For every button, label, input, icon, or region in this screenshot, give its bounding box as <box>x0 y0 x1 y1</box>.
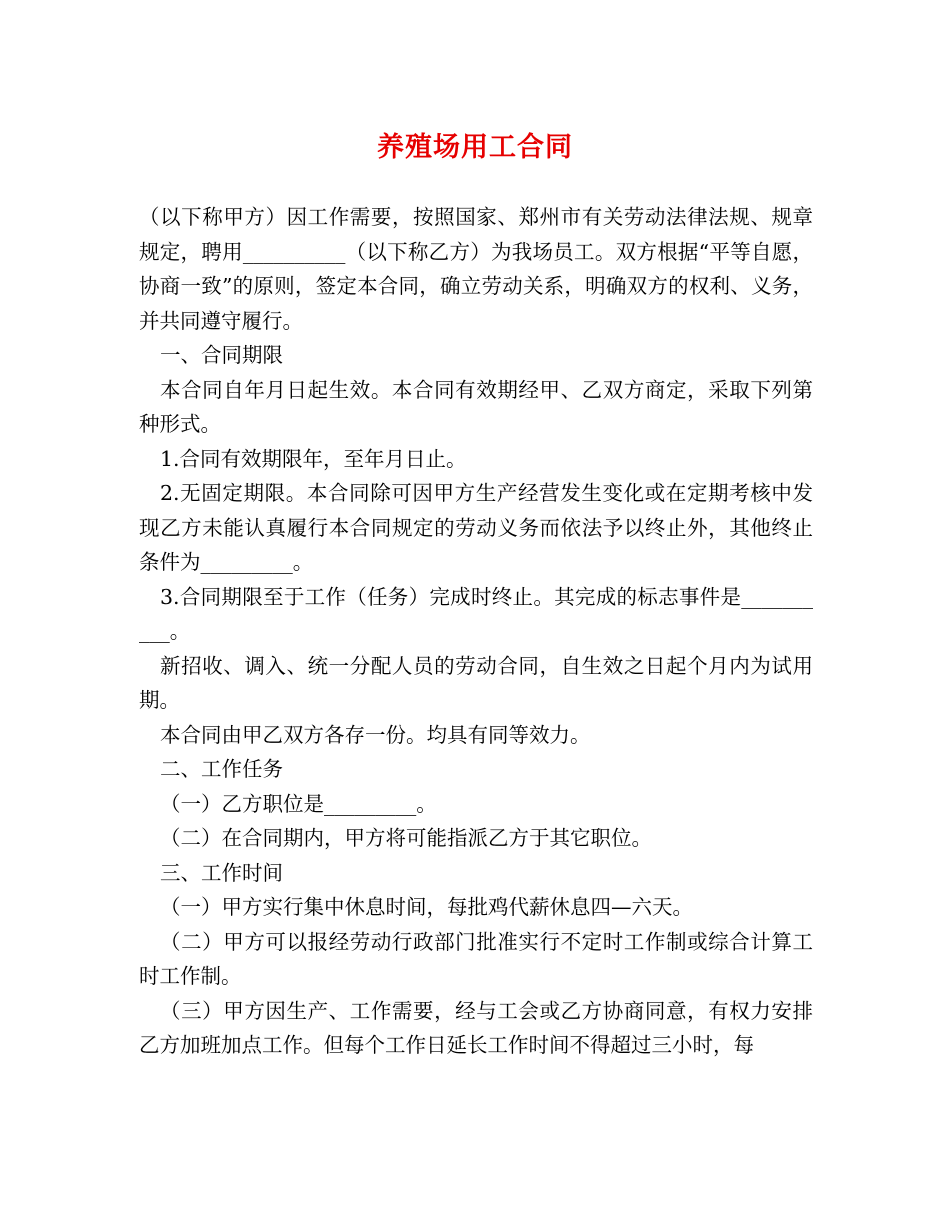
section-heading-contract-term: 一、合同期限 <box>160 343 283 367</box>
section-heading-work-hours: 三、工作时间 <box>160 860 283 885</box>
paragraph-probation: 新招收、调入、统一分配人员的劳动合同，自生效之日起个月内为试用期。 <box>139 653 813 712</box>
document-title: 养殖场用工合同 <box>377 132 573 163</box>
paragraph-term-option-1: 1.合同有效期限年，至年月日止。 <box>160 446 467 471</box>
paragraph-rest-time: （一）甲方实行集中休息时间，每批鸡代薪休息四—六天。 <box>160 895 693 919</box>
intro-paragraph: （以下称甲方）因工作需要，按照国家、郑州市有关劳动法律法规、规章规定，聘用__________（以下称乙方）为我场员工。双方根据“平等自愿，协商一致”的原则，签定本合同，确立劳动关系，明确双方的权利、义务，并共同遵守履行。 <box>139 205 813 333</box>
paragraph-position: （一）乙方职位是_________。 <box>160 791 437 816</box>
paragraph-contract-effective: 本合同自年月日起生效。本合同有效期经甲、乙双方商定，采取下列第种形式。 <box>139 377 813 436</box>
paragraph-overtime: （三）甲方因生产、工作需要，经与工会或乙方协商同意，有权力安排乙方加班加点工作。但每个工作日延长工作时间不得超过三小时，每 <box>139 998 813 1057</box>
paragraph-term-option-3: 3.合同期限至于工作（任务）完成时终止。其完成的标志事件是__________。 <box>139 584 813 643</box>
document-body <box>139 200 813 1063</box>
section-heading-work-tasks: 二、工作任务 <box>160 757 283 781</box>
paragraph-reassignment: （二）在合同期内，甲方将可能指派乙方于其它职位。 <box>160 826 652 850</box>
paragraph-copies: 本合同由甲乙双方各存一份。均具有同等效力。 <box>160 722 591 747</box>
paragraph-flexible-hours: （二）甲方可以报经劳动行政部门批准实行不定时工作制或综合计算工时工作制。 <box>139 929 813 988</box>
paragraph-term-option-2: 2.无固定期限。本合同除可因甲方生产经营发生变化或在定期考核中发现乙方未能认真履行本合同规定的劳动义务而依法予以终止外，其他终止条件为_________。 <box>139 481 813 574</box>
